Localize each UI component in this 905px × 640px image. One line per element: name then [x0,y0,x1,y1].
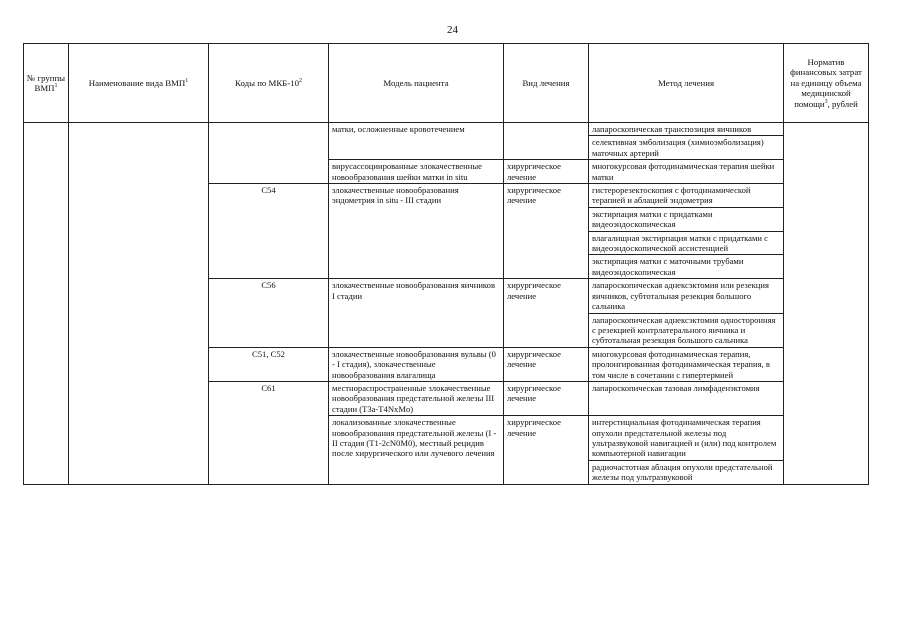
treatment-type-cell: хирургическое лечение [504,347,589,381]
treatment-method-cell: многокурсовая фотодинамическая терапия, пролонгированная фотодинамическая терапия, в том числе в сочетании с гипертермией [589,347,784,381]
treatment-method-cell: селективная эмболизация (химиоэмболизация) маточных артерий [589,136,784,160]
norm-cost-cell [784,123,869,485]
treatment-type-cell: хирургическое лечение [504,160,589,184]
treatment-method-cell: радиочастотная аблация опухоли предстательной железы под ультразвуковой [589,460,784,484]
treatment-method-cell: лапароскопическая тазовая лимфаденэктомия [589,381,784,415]
treatment-method-cell: многокурсовая фотодинамическая терапия шейки матки [589,160,784,184]
group-number-cell [24,123,69,485]
patient-model-cell: вирусассоциированные злокачественные новообразования шейки матки in situ [329,160,504,184]
treatment-method-cell: гистерорезектоскопия с фотодинамической терапией и аблацией эндометрия [589,184,784,208]
header-mkb-codes: Коды по МКБ-$10^2$ [209,44,329,123]
treatment-method-cell: лапароскопическая аднексэктомия односторонняя с резекцией контрлатерального яичника и субтотальная резекция большого сальника [589,313,784,347]
treatment-method-cell: влагалищная экстирпация матки с придатками с видеоэндоскопической ассистенцией [589,231,784,255]
treatment-method-cell: интерстициальная фотодинамическая терапия опухоли предстательной железы под ультразвуковой навигацией и (или) под контролем компьютерной навигации [589,416,784,461]
treatment-type-cell: хирургическое лечение [504,381,589,415]
patient-model-cell: матки, осложненные кровотечением [329,123,504,160]
mkb-code-cell [209,123,329,184]
treatment-method-cell: лапароскопическая транспозиция яичников [589,123,784,136]
mkb-code-cell: C51, C52 [209,347,329,381]
treatment-method-cell: экстирпация матки с маточными трубами видеоэндоскопическая [589,255,784,279]
header-patient-model: Модель пациента [329,44,504,123]
header-group-number: № группы ВМП$^1$ [24,44,69,123]
vmp-table [23,43,869,485]
page-number: 24 [447,24,458,36]
treatment-method-cell: лапароскопическая аднексэктомия или резекция яичников, субтотальная резекция большого сальника [589,279,784,313]
mkb-code-cell: C54 [209,184,329,279]
treatment-type-cell: хирургическое лечение [504,416,589,484]
header-vmp-name: Наименование вида ВМП$^1$ [69,44,209,123]
treatment-type-cell: хирургическое лечение [504,279,589,347]
header-treatment-type: Вид лечения [504,44,589,123]
patient-model-cell: злокачественные новообразования вульвы (0 - I стадия), злокачественные новообразования влагалища [329,347,504,381]
patient-model-cell: злокачественные новообразования яичников I стадии [329,279,504,347]
patient-model-cell: местнораспространенные злокачественные новообразования предстательной железы III стадии (T3a-T4NxMo) [329,381,504,415]
patient-model-cell: злокачественные новообразования эндометрия in situ - III стадии [329,184,504,279]
vmp-name-cell [69,123,209,485]
table-header-row [24,44,869,123]
mkb-code-cell: C61 [209,381,329,484]
table-row [24,123,869,136]
treatment-method-cell: экстирпация матки с придатками видеоэндоскопическая [589,207,784,231]
treatment-type-cell [504,123,589,160]
mkb-code-cell: C56 [209,279,329,347]
treatment-type-cell: хирургическое лечение [504,184,589,279]
patient-model-cell: локализованные злокачественные новообразования предстательной железы (I - II стадия (T1-2cN0M0), местный рецидив после хирургического или лучевого лечения [329,416,504,484]
header-treatment-method: Метод лечения [589,44,784,123]
header-norm-cost: Норматив финансовых затрат на единицу объема медицинской помощи$^3$, рублей [784,44,869,123]
